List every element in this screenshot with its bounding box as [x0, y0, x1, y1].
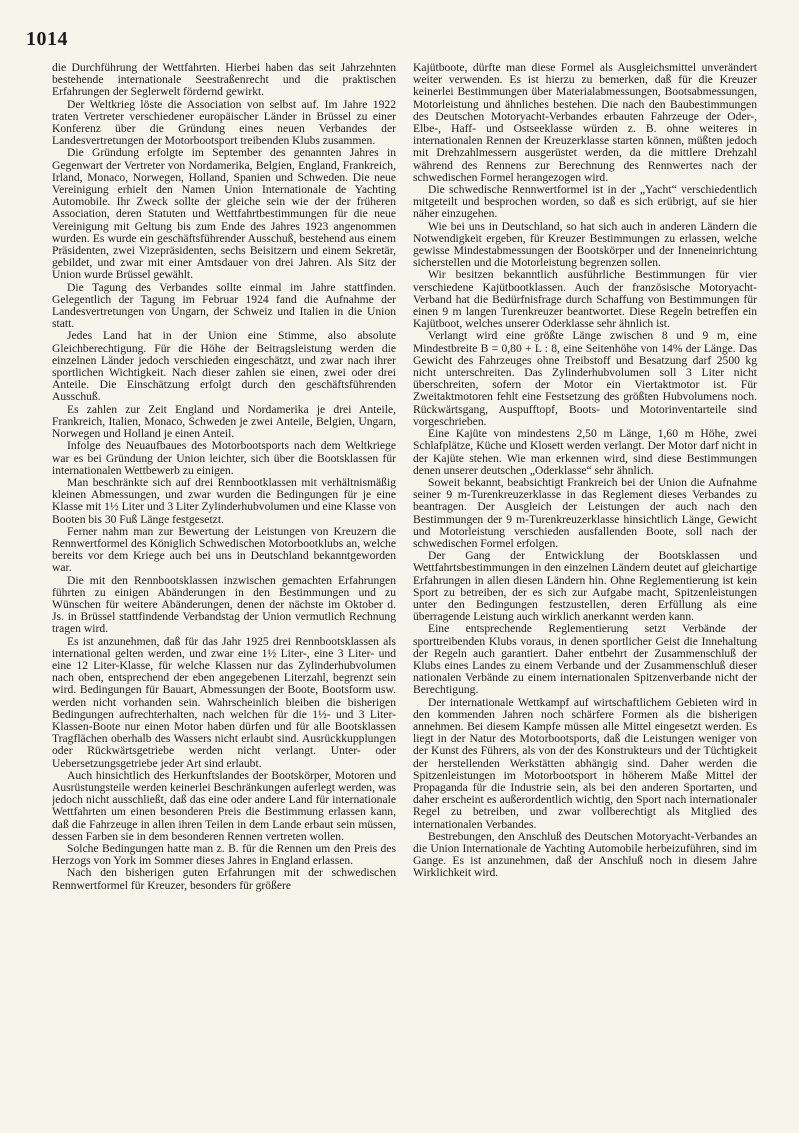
paragraph: Die schwedische Rennwertformel ist in der „Yacht“ verschiedentlich mitgeteilt und besprochen worden, so daß es sich erübrigt, auf sie hier näher einzugehen.	[413, 183, 757, 221]
paragraph: Bestrebungen, den Anschluß des Deutschen Motoryacht-Verbandes an die Union Internationale de Yachting Automobile herbeizuführen, sind im Gange. Es ist anzunehmen, daß der Anschluß noch in diesem Jahre Wirklichkeit wird.	[413, 829, 757, 880]
paragraph: Eine Kajüte von mindestens 2,50 m Länge, 1,60 m Höhe, zwei Schlafplätze, Küche und Klosett werden verlangt. Der Motor darf nicht in der Kajüte stehen. Wie man erkennen wird, sind diese Bestimmungen denen unserer deutschen „Oderklasse“ sehr ähnlich.	[413, 427, 757, 477]
paragraph: Jedes Land hat in der Union eine Stimme, also absolute Gleichberechtigung. Für die Höhe der Beitragsleistung werden die einzelnen Länder jedoch verschieden eingeschätzt, und zwar nach ihrer sportlichen Wichtigkeit. Nach dieser zahlen sie einen, zwei oder drei Anteile. Die Einschätzung erfolgt durch den geschäftsführenden Ausschuß.	[52, 329, 396, 404]
paragraph: Solche Bedingungen hatte man z. B. für die Rennen um den Preis des Herzogs von York im Sommer dieses Jahres in England erlassen.	[52, 842, 396, 868]
left-column	[52, 62, 396, 1117]
paragraph: Der Weltkrieg löste die Association von selbst auf. Im Jahre 1922 traten Vertreter verschiedener europäischer Länder in Brüssel zu einer Konferenz über die Gründung eines neuen Verbandes der Landesvertretungen der Motorbootsport treibenden Klubs zusammen.	[52, 97, 396, 148]
paragraph: Auch hinsichtlich des Herkunftslandes der Bootskörper, Motoren und Ausrüstungsteile werden keinerlei Beschränkungen auferlegt werden, was jedoch nicht ausschließt, daß das eine oder andere Land für internationale Wettfahrten um einen besonderen Preis die Bestimmung erlassen kann, daß die Fahrzeuge in allen ihren Teilen in dem Lande erbaut sein müssen, dessen Farben sie in dem besonderen Rennen vertreten wollen.	[52, 768, 396, 843]
paragraph: Eine entsprechende Reglementierung setzt Verbände der sporttreibenden Klubs voraus, in denen sportlicher Geist die Innehaltung der Regeln auch garantiert. Daher entbehrt der Zusammenschluß der Klubs eines Landes zu einem Verbande und der Zusammenschluß dieser nationalen Verbände zu einem internationalen Spitzenverbande nicht der Berechtigung.	[413, 622, 757, 697]
paragraph: Wie bei uns in Deutschland, so hat sich auch in anderen Ländern die Notwendigkeit ergeben, für Kreuzer Bestimmungen zu erlassen, welche gewisse Mindestabmessungen der Bootskörper und der Inneneinrichtung sicherstellen und die Motorleistung begrenzen sollen.	[413, 219, 757, 270]
paragraph: Nach den bisherigen guten Erfahrungen mit der schwedischen Rennwertformel für Kreuzer, besonders für größere	[52, 866, 396, 892]
paragraph: Die mit den Rennbootsklassen inzwischen gemachten Erfahrungen führten zu einigen Abänderungen in den Bestimmungen und zu Wünschen für weitere Abänderungen, denen der nächste im Oktober d. Js. in Brüssel stattfindende Verbandstag der Union vermutlich Rechnung tragen wird.	[52, 573, 396, 636]
paragraph: Die Tagung des Verbandes sollte einmal im Jahre stattfinden. Gelegentlich der Tagung im Februar 1924 fand die Aufnahme der Landesvertretungen von Ungarn, der Schweiz und Italien in die Union statt.	[52, 280, 396, 331]
paragraph: Der internationale Wettkampf auf wirtschaftlichem Gebieten wird in den kommenden Jahren noch schärfere Formen als die bisherigen annehmen. Bei diesem Kampfe müssen alle Mittel eingesetzt werden. Es liegt in der Natur des Motorbootsports, daß die Leistungen weniger von der Kunst des Führers, als von der des Konstrukteurs und der Tüchtigkeit der herstellenden Werkstätten abhängig sind. Daher werden die Spitzenleistungen im Motorbootsport in höherem Maße Mittel der Propaganda für die Industrie sein, als bei den anderen Sportarten, und daher erscheint es außerordentlich wichtig, den Sport nach internationaler Regel zu betreiben, und zwar vollberechtigt als Mitglied des internationalen Verbandes.	[413, 695, 757, 831]
paragraph: Der Gang der Entwicklung der Bootsklassen und Wettfahrtsbestimmungen in den einzelnen Ländern deutet auf gleichartige Erfahrungen in allen diesen Ländern hin. Ohne Reglementierung ist kein Sport zu betreiben, der es sich zur Aufgabe macht, Spitzenleistungen unter den Bedingungen festzustellen, deren Erfüllung als eine überragende Leistung auch wirklich anerkannt werden kann.	[413, 549, 757, 624]
paragraph: Infolge des Neuaufbaues des Motorbootsports nach dem Weltkriege war es bei Gründung der Union leichter, sich über die Bootsklassen für internationalen Wettbewerb zu einigen.	[52, 439, 396, 477]
paragraph: Soweit bekannt, beabsichtigt Frankreich bei der Union die Aufnahme seiner 9 m-Turenkreuzerklasse in das Reglement dieses Verbandes zu beantragen. Der Ausgleich der Leistungen der auch nach den Bestimmungen der 9 m-Turenkreuzerklasse hinsichtlich Länge, Gewicht und Motorleistung verschieden ausfallenden Boote, soll nach der schwedischen Formel erfolgen.	[413, 475, 757, 550]
paragraph: Verlangt wird eine größte Länge zwischen 8 und 9 m, eine Mindestbreite B = 0,80 + L : 8, eine Seitenhöhe von 14% der Länge. Das Gewicht des Fahrzeuges ohne Treibstoff und Besatzung darf 2500 kg nicht unterschreiten. Das Zylinderhubvolumen soll 3 Liter nicht überschreiten, sofern der Motor ein Viertaktmotor ist. Für Zweitaktmotoren fehlt eine Festsetzung des größten Hubvolumens noch. Rückwärtsgang, Auspufftopf, Boots- und Motorinventarteile sind vorgeschrieben.	[413, 329, 757, 428]
page-number: 1014	[26, 28, 68, 50]
paragraph: Es ist anzunehmen, daß für das Jahr 1925 drei Rennbootsklassen als international gelten werden, und zwar eine 1½ Liter-, eine 3 Liter- und eine 12 Liter-Klasse, für welche Klassen nur das Zylinderhubvolumen nach oben, entsprechend der eben angegebenen Literzahl, begrenzt sein wird. Bedingungen für Bauart, Abmessungen der Boote, Bootsform usw. werden nicht vorhanden sein. Wahrscheinlich bleiben die bisherigen Bedingungen aufrechterhalten, nach welchen für die 1½- und 3 Liter-Klassen-Boote nur einen Motor haben dürfen und für alle Bootsklassen Tragflächen oberhalb des Wassers nicht erlaubt sind. Ausrückkupplungen oder Rückwärtsgetriebe werden nicht verlangt. Unter- oder Uebersetzungsgetriebe jeder Art sind erlaubt.	[52, 634, 396, 770]
article-body	[52, 62, 757, 1117]
paragraph: die Durchführung der Wettfahrten. Hierbei haben das seit Jahrzehnten bestehende internationale Seestraßenrecht und die praktischen Erfahrungen der Seglerwelt fördernd gewirkt.	[52, 62, 396, 99]
paragraph: Die Gründung erfolgte im September des genannten Jahres in Gegenwart der Vertreter von Nordamerika, Belgien, England, Frankreich, Irland, Monaco, Norwegen, Holland, Spanien und Schweden. Die neue Vereinigung erhielt den Namen Union Internationale de Yachting Automobile. Ihr Zweck sollte der gleiche sein wie der der früheren Association, deren Statuten und Wettfahrtbestimmungen für die neue Vereinigung mit Geltung bis zum Ende des Jahres 1923 angenommen wurden. Es wurde ein geschäftsführender Ausschuß, bestehend aus einem Präsidenten, zwei Vizepräsidenten, sechs Beisitzern und einem Sekretär, gebildet, und zwar mit einer Amtsdauer von drei Jahren. Als Sitz der Union wurde Brüssel gewählt.	[52, 146, 396, 282]
paragraph: Es zahlen zur Zeit England und Nordamerika je drei Anteile, Frankreich, Italien, Monaco, Schweden je zwei Anteile, Belgien, Ungarn, Norwegen und Holland je einen Anteil.	[52, 402, 396, 441]
paragraph: Man beschränkte sich auf drei Rennbootklassen mit verhältnismäßig kleinen Abmessungen, und zwar wurden die Bedingungen für je eine Klasse mit 1½ Liter und 3 Liter Zylinderhubvolumen und eine Klasse von Booten bis 30 Fuß Länge festgesetzt.	[52, 475, 396, 526]
right-column	[413, 62, 757, 1117]
paragraph: Kajütboote, dürfte man diese Formel als Ausgleichsmittel unverändert weiter verwenden. Es ist hierzu zu bemerken, daß für die Kreuzer keinerlei Bestimmungen über Materialabmessungen, Bootsabmessungen, Motorleistung und ähnliches bestehen. Die nach den Baubestimmungen des Deutschen Motoryacht-Verbandes erbauten Fahrzeuge der Oder-, Elbe-, Haff- und Ostseeklasse würden z. B. ohne weiteres in internationalen Rennen der Kreuzerklasse starten können, müßten jedoch mit Drehzahlmessern ausgerüstet werden, da die mittlere Drehzahl während des Rennens zur Berechnung des Rennwertes nach der schwedischen Formel herangezogen wird.	[413, 62, 757, 184]
paragraph: Wir besitzen bekanntlich ausführliche Bestimmungen für vier verschiedene Kajütbootklassen. Auch der französische Motoryacht-Verband hat die Bedürfnisfrage durch Schaffung von Bestimmungen für einen 9 m langen Turenkreuzer beantwortet. Diese Regeln betreffen ein Kajütboot, welches unserer Oderklasse sehr ähnlich ist.	[413, 268, 757, 331]
paragraph: Ferner nahm man zur Bewertung der Leistungen von Kreuzern die Rennwertformel des Königlich Schwedischen Motorbootklubs an, welche bereits vor dem Kriege auch bei uns in Deutschland bekanntgeworden war.	[52, 524, 396, 575]
